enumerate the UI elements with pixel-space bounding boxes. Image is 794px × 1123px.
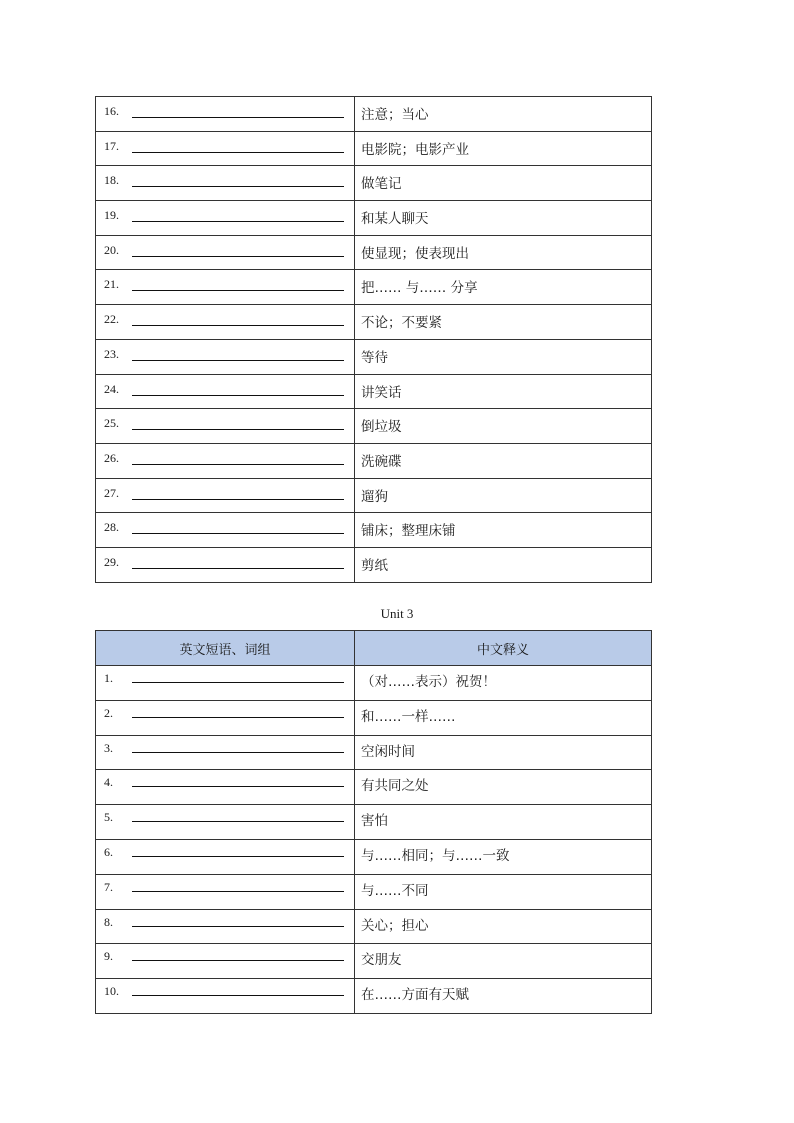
table-row <box>96 979 652 1014</box>
item-number: 3. <box>104 740 113 755</box>
table-row <box>96 770 652 805</box>
table-row <box>96 909 652 944</box>
vocab-table-body <box>96 666 652 1014</box>
item-number: 16. <box>104 104 119 118</box>
chinese-meaning-cell <box>355 666 652 701</box>
item-number: 24. <box>104 381 119 396</box>
chinese-meaning: 交朋友 <box>361 952 402 969</box>
english-phrase-cell <box>96 339 355 374</box>
chinese-meaning-cell <box>355 874 652 909</box>
item-number: 10. <box>104 984 119 999</box>
english-phrase-cell <box>96 839 355 874</box>
item-number: 25. <box>104 416 119 431</box>
english-phrase-cell <box>96 770 355 805</box>
answer-blank-line[interactable] <box>132 926 344 927</box>
table-row <box>96 131 652 166</box>
english-phrase-cell <box>96 547 355 582</box>
english-phrase-cell <box>96 805 355 840</box>
table-header-row <box>96 631 652 666</box>
table-row <box>96 666 652 701</box>
answer-blank-line[interactable] <box>132 752 344 753</box>
answer-blank-line[interactable] <box>132 533 344 534</box>
chinese-meaning: 害怕 <box>361 813 388 830</box>
item-number: 26. <box>104 450 119 465</box>
chinese-meaning: 倒垃圾 <box>361 419 402 436</box>
unit-title: Unit 3 <box>380 606 414 621</box>
english-phrase-cell <box>96 97 355 132</box>
table-row <box>96 166 652 201</box>
chinese-meaning-cell <box>355 944 652 979</box>
item-number: 1. <box>104 671 113 685</box>
chinese-meaning: 关心；担心 <box>361 917 429 934</box>
chinese-meaning: 做笔记 <box>361 176 402 193</box>
table-row <box>96 97 652 132</box>
answer-blank-line[interactable] <box>132 960 344 961</box>
answer-blank-line[interactable] <box>132 117 344 118</box>
english-phrase-cell <box>96 235 355 270</box>
item-number: 28. <box>104 520 119 535</box>
table-row <box>96 409 652 444</box>
chinese-meaning: 把…… 与…… 分享 <box>361 280 478 297</box>
english-phrase-cell <box>96 513 355 548</box>
header-chinese-meaning: 中文释义 <box>355 631 652 666</box>
chinese-meaning-cell <box>355 443 652 478</box>
chinese-meaning-cell <box>355 770 652 805</box>
table-row <box>96 513 652 548</box>
english-phrase-cell <box>96 131 355 166</box>
chinese-meaning: 与……不同 <box>361 882 429 899</box>
chinese-meaning-cell <box>355 131 652 166</box>
chinese-meaning-cell <box>355 339 652 374</box>
answer-blank-line[interactable] <box>132 499 344 500</box>
answer-blank-line[interactable] <box>132 821 344 822</box>
english-phrase-cell <box>96 979 355 1014</box>
chinese-meaning: 有共同之处 <box>361 778 429 795</box>
item-number: 29. <box>104 554 119 569</box>
item-number: 27. <box>104 485 119 500</box>
item-number: 7. <box>104 879 113 894</box>
answer-blank-line[interactable] <box>132 464 344 465</box>
item-number: 2. <box>104 705 113 720</box>
chinese-meaning-cell <box>355 839 652 874</box>
answer-blank-line[interactable] <box>132 856 344 857</box>
answer-blank-line[interactable] <box>132 325 344 326</box>
english-phrase-cell <box>96 374 355 409</box>
chinese-meaning: 空闲时间 <box>361 743 415 760</box>
english-phrase-cell <box>96 443 355 478</box>
header-english-phrase: 英文短语、词组 <box>96 631 355 666</box>
item-number: 21. <box>104 277 119 292</box>
chinese-meaning-cell <box>355 201 652 236</box>
answer-blank-line[interactable] <box>132 786 344 787</box>
english-phrase-cell <box>96 270 355 305</box>
chinese-meaning-cell <box>355 478 652 513</box>
table-row <box>96 235 652 270</box>
english-phrase-cell <box>96 874 355 909</box>
chinese-meaning: 铺床；整理床铺 <box>361 523 456 540</box>
english-phrase-cell <box>96 666 355 701</box>
table-row <box>96 443 652 478</box>
chinese-meaning-cell <box>355 700 652 735</box>
item-number: 18. <box>104 173 119 188</box>
item-number: 19. <box>104 208 119 223</box>
chinese-meaning-cell <box>355 97 652 132</box>
chinese-meaning-cell <box>355 235 652 270</box>
item-number: 22. <box>104 312 119 327</box>
english-phrase-cell <box>96 409 355 444</box>
english-phrase-cell <box>96 201 355 236</box>
answer-blank-line[interactable] <box>132 152 344 153</box>
english-phrase-cell <box>96 909 355 944</box>
table-row <box>96 374 652 409</box>
english-phrase-cell <box>96 700 355 735</box>
chinese-meaning-cell <box>355 909 652 944</box>
vocab-table-body <box>96 97 652 583</box>
chinese-meaning: 洗碗碟 <box>361 453 402 470</box>
chinese-meaning: 遛狗 <box>361 488 388 505</box>
answer-blank-line[interactable] <box>132 395 344 396</box>
chinese-meaning-cell <box>355 166 652 201</box>
chinese-meaning: 和某人聊天 <box>361 211 429 228</box>
table-row <box>96 305 652 340</box>
table-row <box>96 874 652 909</box>
answer-blank-line[interactable] <box>132 568 344 569</box>
table-row <box>96 201 652 236</box>
answer-blank-line[interactable] <box>132 256 344 257</box>
chinese-meaning-cell <box>355 513 652 548</box>
item-number: 5. <box>104 810 113 825</box>
chinese-meaning: 剪纸 <box>361 557 388 574</box>
table-row <box>96 735 652 770</box>
item-number: 20. <box>104 242 119 257</box>
english-phrase-cell <box>96 305 355 340</box>
chinese-meaning-cell <box>355 805 652 840</box>
chinese-meaning: 与……相同；与……一致 <box>361 847 510 864</box>
item-number: 6. <box>104 844 113 859</box>
table-row <box>96 839 652 874</box>
english-phrase-cell <box>96 735 355 770</box>
item-number: 17. <box>104 138 119 153</box>
answer-blank-line[interactable] <box>132 186 344 187</box>
table-row <box>96 478 652 513</box>
chinese-meaning: 使显现；使表现出 <box>361 245 469 262</box>
english-phrase-cell <box>96 166 355 201</box>
chinese-meaning: 等待 <box>361 349 388 366</box>
answer-blank-line[interactable] <box>132 717 344 718</box>
chinese-meaning: 注意；当心 <box>361 107 429 123</box>
item-number: 8. <box>104 914 113 929</box>
item-number: 4. <box>104 775 113 790</box>
item-number: 23. <box>104 346 119 361</box>
chinese-meaning: 不论；不要紧 <box>361 315 442 332</box>
chinese-meaning: 讲笑话 <box>361 384 402 401</box>
answer-blank-line[interactable] <box>132 429 344 430</box>
answer-blank-line[interactable] <box>132 360 344 361</box>
english-phrase-cell <box>96 478 355 513</box>
chinese-meaning-cell <box>355 305 652 340</box>
english-phrase-cell <box>96 944 355 979</box>
table-row <box>96 339 652 374</box>
answer-blank-line[interactable] <box>132 891 344 892</box>
chinese-meaning-cell <box>355 409 652 444</box>
answer-blank-line[interactable] <box>132 995 344 996</box>
table-row <box>96 270 652 305</box>
answer-blank-line[interactable] <box>132 290 344 291</box>
chinese-meaning: 在……方面有天赋 <box>361 987 469 1004</box>
table-row <box>96 547 652 582</box>
answer-blank-line[interactable] <box>132 221 344 222</box>
table-row <box>96 805 652 840</box>
chinese-meaning: （对……表示）祝贺！ <box>361 674 496 690</box>
chinese-meaning: 和……一样…… <box>361 708 456 725</box>
chinese-meaning-cell <box>355 270 652 305</box>
vocab-table-continued <box>95 96 652 583</box>
chinese-meaning: 电影院；电影产业 <box>361 141 469 158</box>
chinese-meaning-cell <box>355 547 652 582</box>
answer-blank-line[interactable] <box>132 682 344 683</box>
item-number: 9. <box>104 949 113 964</box>
chinese-meaning-cell <box>355 979 652 1014</box>
table-row <box>96 944 652 979</box>
chinese-meaning-cell <box>355 374 652 409</box>
chinese-meaning-cell <box>355 735 652 770</box>
table-row <box>96 700 652 735</box>
vocab-table-unit3 <box>95 630 652 1014</box>
